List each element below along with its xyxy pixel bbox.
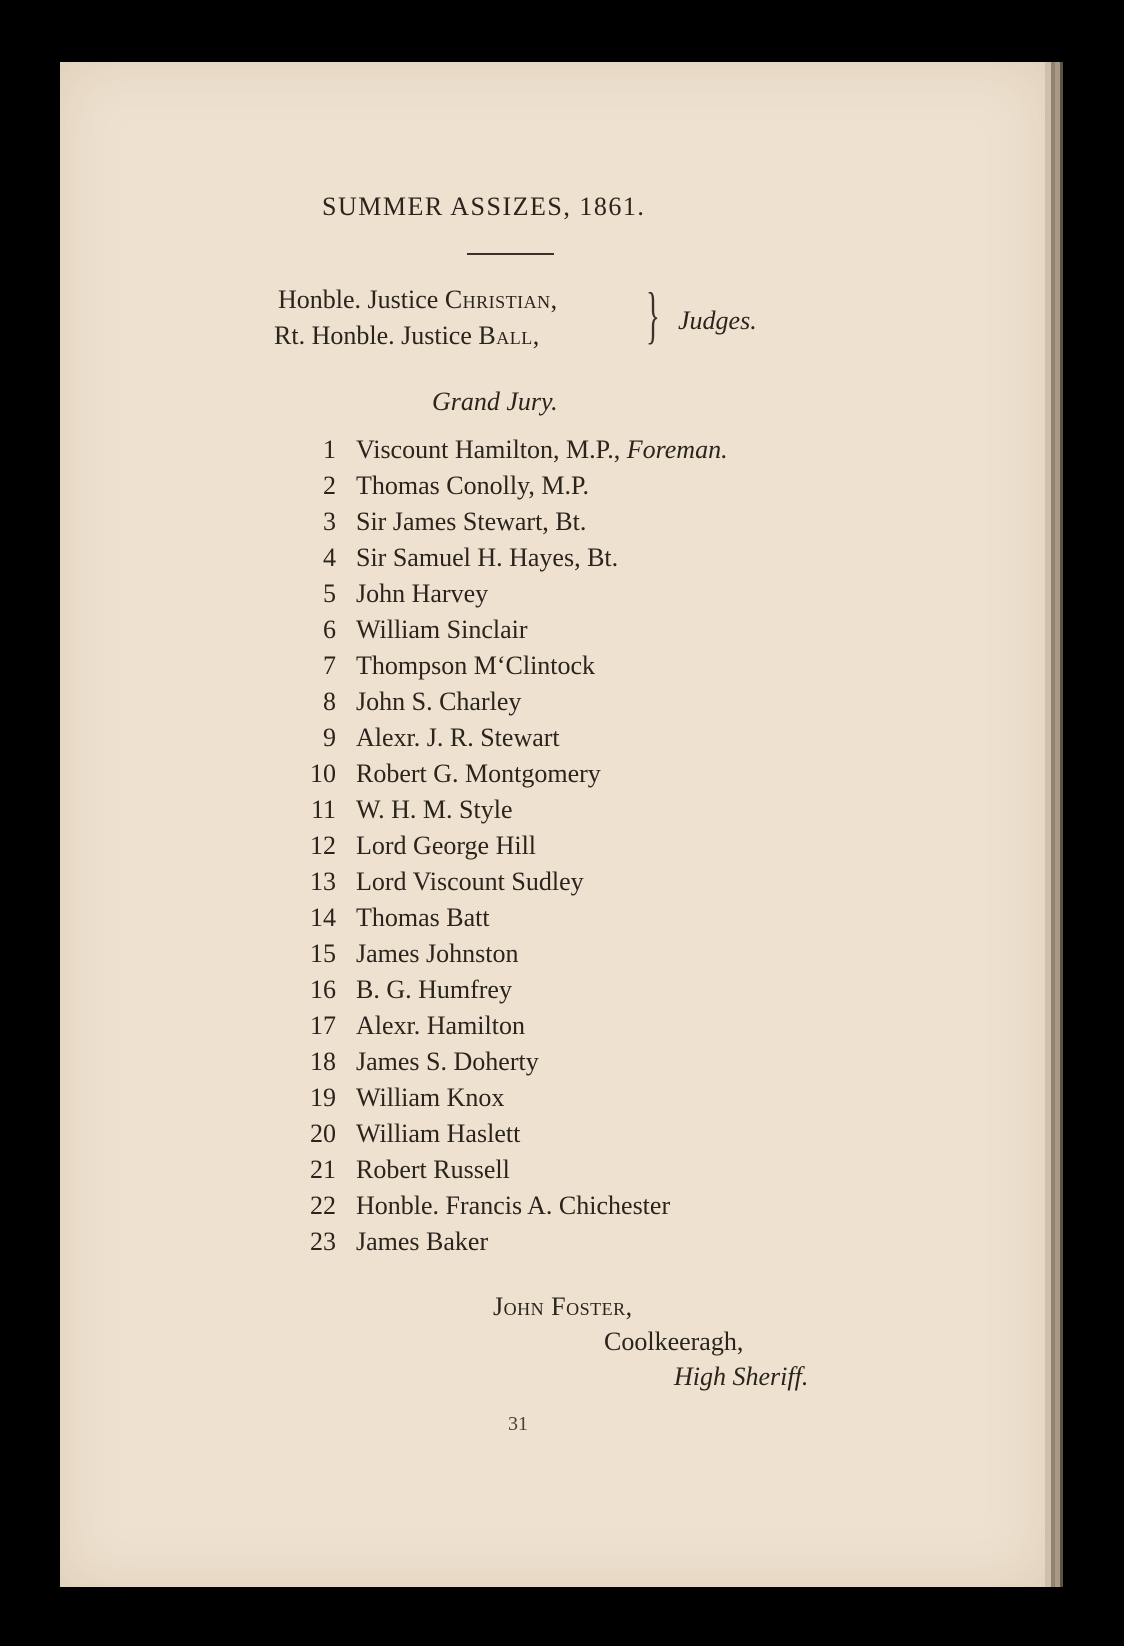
list-item — [292, 1044, 728, 1080]
list-item — [292, 648, 728, 684]
list-item — [292, 720, 728, 756]
judge-line-1 — [278, 285, 558, 315]
list-item — [292, 900, 728, 936]
juror-number: 6 — [323, 615, 336, 644]
juror-name: William Knox — [356, 1083, 505, 1112]
juror-number: 4 — [323, 543, 336, 572]
juror-name: B. G. Humfrey — [356, 975, 512, 1004]
juror-number: 3 — [323, 507, 336, 536]
juror-number: 19 — [310, 1083, 336, 1112]
juror-role: Foreman. — [626, 435, 728, 464]
juror-name: Lord George Hill — [356, 831, 537, 860]
list-item — [292, 864, 728, 900]
page-number: 31 — [508, 1413, 528, 1435]
list-item — [292, 540, 728, 576]
juror-number: 5 — [323, 579, 336, 608]
juror-name: Thompson M‘Clintock — [356, 651, 596, 680]
list-item — [292, 468, 728, 504]
juror-number: 2 — [323, 471, 336, 500]
juror-number: 23 — [310, 1227, 336, 1256]
juror-number: 9 — [323, 723, 336, 752]
list-item — [292, 612, 728, 648]
juror-name: Alexr. J. R. Stewart — [356, 723, 560, 752]
sheriff-residence: Coolkeeragh, — [604, 1327, 744, 1356]
juror-number: 11 — [310, 795, 336, 824]
juror-number: 13 — [310, 867, 336, 896]
page-title: SUMMER ASSIZES, 1861. — [322, 192, 646, 221]
list-item — [292, 1080, 728, 1116]
juror-name: James S. Doherty — [356, 1047, 539, 1076]
judge-2-prefix: Rt. Honble. Justice — [274, 321, 479, 350]
juror-name: Thomas Conolly, M.P. — [356, 471, 590, 500]
juror-name: Thomas Batt — [356, 903, 490, 932]
juror-number: 17 — [310, 1011, 336, 1040]
juror-number: 20 — [310, 1119, 336, 1148]
judge-2-name: Ball, — [478, 321, 540, 350]
juror-name: John Harvey — [356, 579, 489, 608]
juror-name: Honble. Francis A. Chichester — [356, 1191, 671, 1220]
list-item — [292, 684, 728, 720]
juror-number: 16 — [310, 975, 336, 1004]
juror-number: 21 — [310, 1155, 336, 1184]
list-item — [292, 972, 728, 1008]
judge-1-prefix: Honble. Justice — [278, 285, 445, 314]
juror-number: 18 — [310, 1047, 336, 1076]
juror-name: Alexr. Hamilton — [356, 1011, 525, 1040]
list-item — [292, 576, 728, 612]
page-edge — [1060, 62, 1063, 1587]
list-item — [292, 1188, 728, 1224]
title-rule — [467, 253, 554, 255]
juror-name: William Haslett — [356, 1119, 521, 1148]
sheriff-title: High Sheriff. — [674, 1362, 809, 1391]
juror-name: Sir Samuel H. Hayes, Bt. — [356, 543, 619, 572]
juror-number: 8 — [323, 687, 336, 716]
juror-name: W. H. M. Style — [356, 795, 513, 824]
juror-number: 10 — [310, 759, 336, 788]
judges-label: Judges. — [678, 306, 757, 335]
list-item — [292, 792, 728, 828]
juror-name: Robert Russell — [356, 1155, 510, 1184]
juror-number: 7 — [323, 651, 336, 680]
juror-number: 1 — [323, 435, 336, 464]
judge-line-2 — [274, 321, 540, 351]
judges-brace: } — [646, 279, 660, 350]
list-item — [292, 1152, 728, 1188]
list-item — [292, 1224, 728, 1260]
juror-name: Lord Viscount Sudley — [356, 867, 584, 896]
list-item — [292, 1116, 728, 1152]
juror-number: 12 — [310, 831, 336, 860]
grand-jury-list — [292, 432, 728, 1260]
juror-name: John S. Charley — [356, 687, 522, 716]
juror-name: Robert G. Montgomery — [356, 759, 601, 788]
juror-number: 14 — [310, 903, 336, 932]
list-item — [292, 828, 728, 864]
list-item — [292, 756, 728, 792]
juror-name: William Sinclair — [356, 615, 528, 644]
juror-name: James Johnston — [356, 939, 519, 968]
judge-1-name: Christian, — [444, 285, 558, 314]
juror-number: 15 — [310, 939, 336, 968]
juror-number: 22 — [310, 1191, 336, 1220]
list-item — [292, 432, 728, 468]
juror-name: Viscount Hamilton, M.P., — [356, 435, 627, 464]
list-item — [292, 1008, 728, 1044]
grand-jury-heading: Grand Jury. — [432, 387, 558, 416]
juror-name: Sir James Stewart, Bt. — [356, 507, 587, 536]
list-item — [292, 936, 728, 972]
juror-name: James Baker — [356, 1227, 489, 1256]
sheriff-name: John Foster, — [493, 1292, 633, 1321]
list-item — [292, 504, 728, 540]
